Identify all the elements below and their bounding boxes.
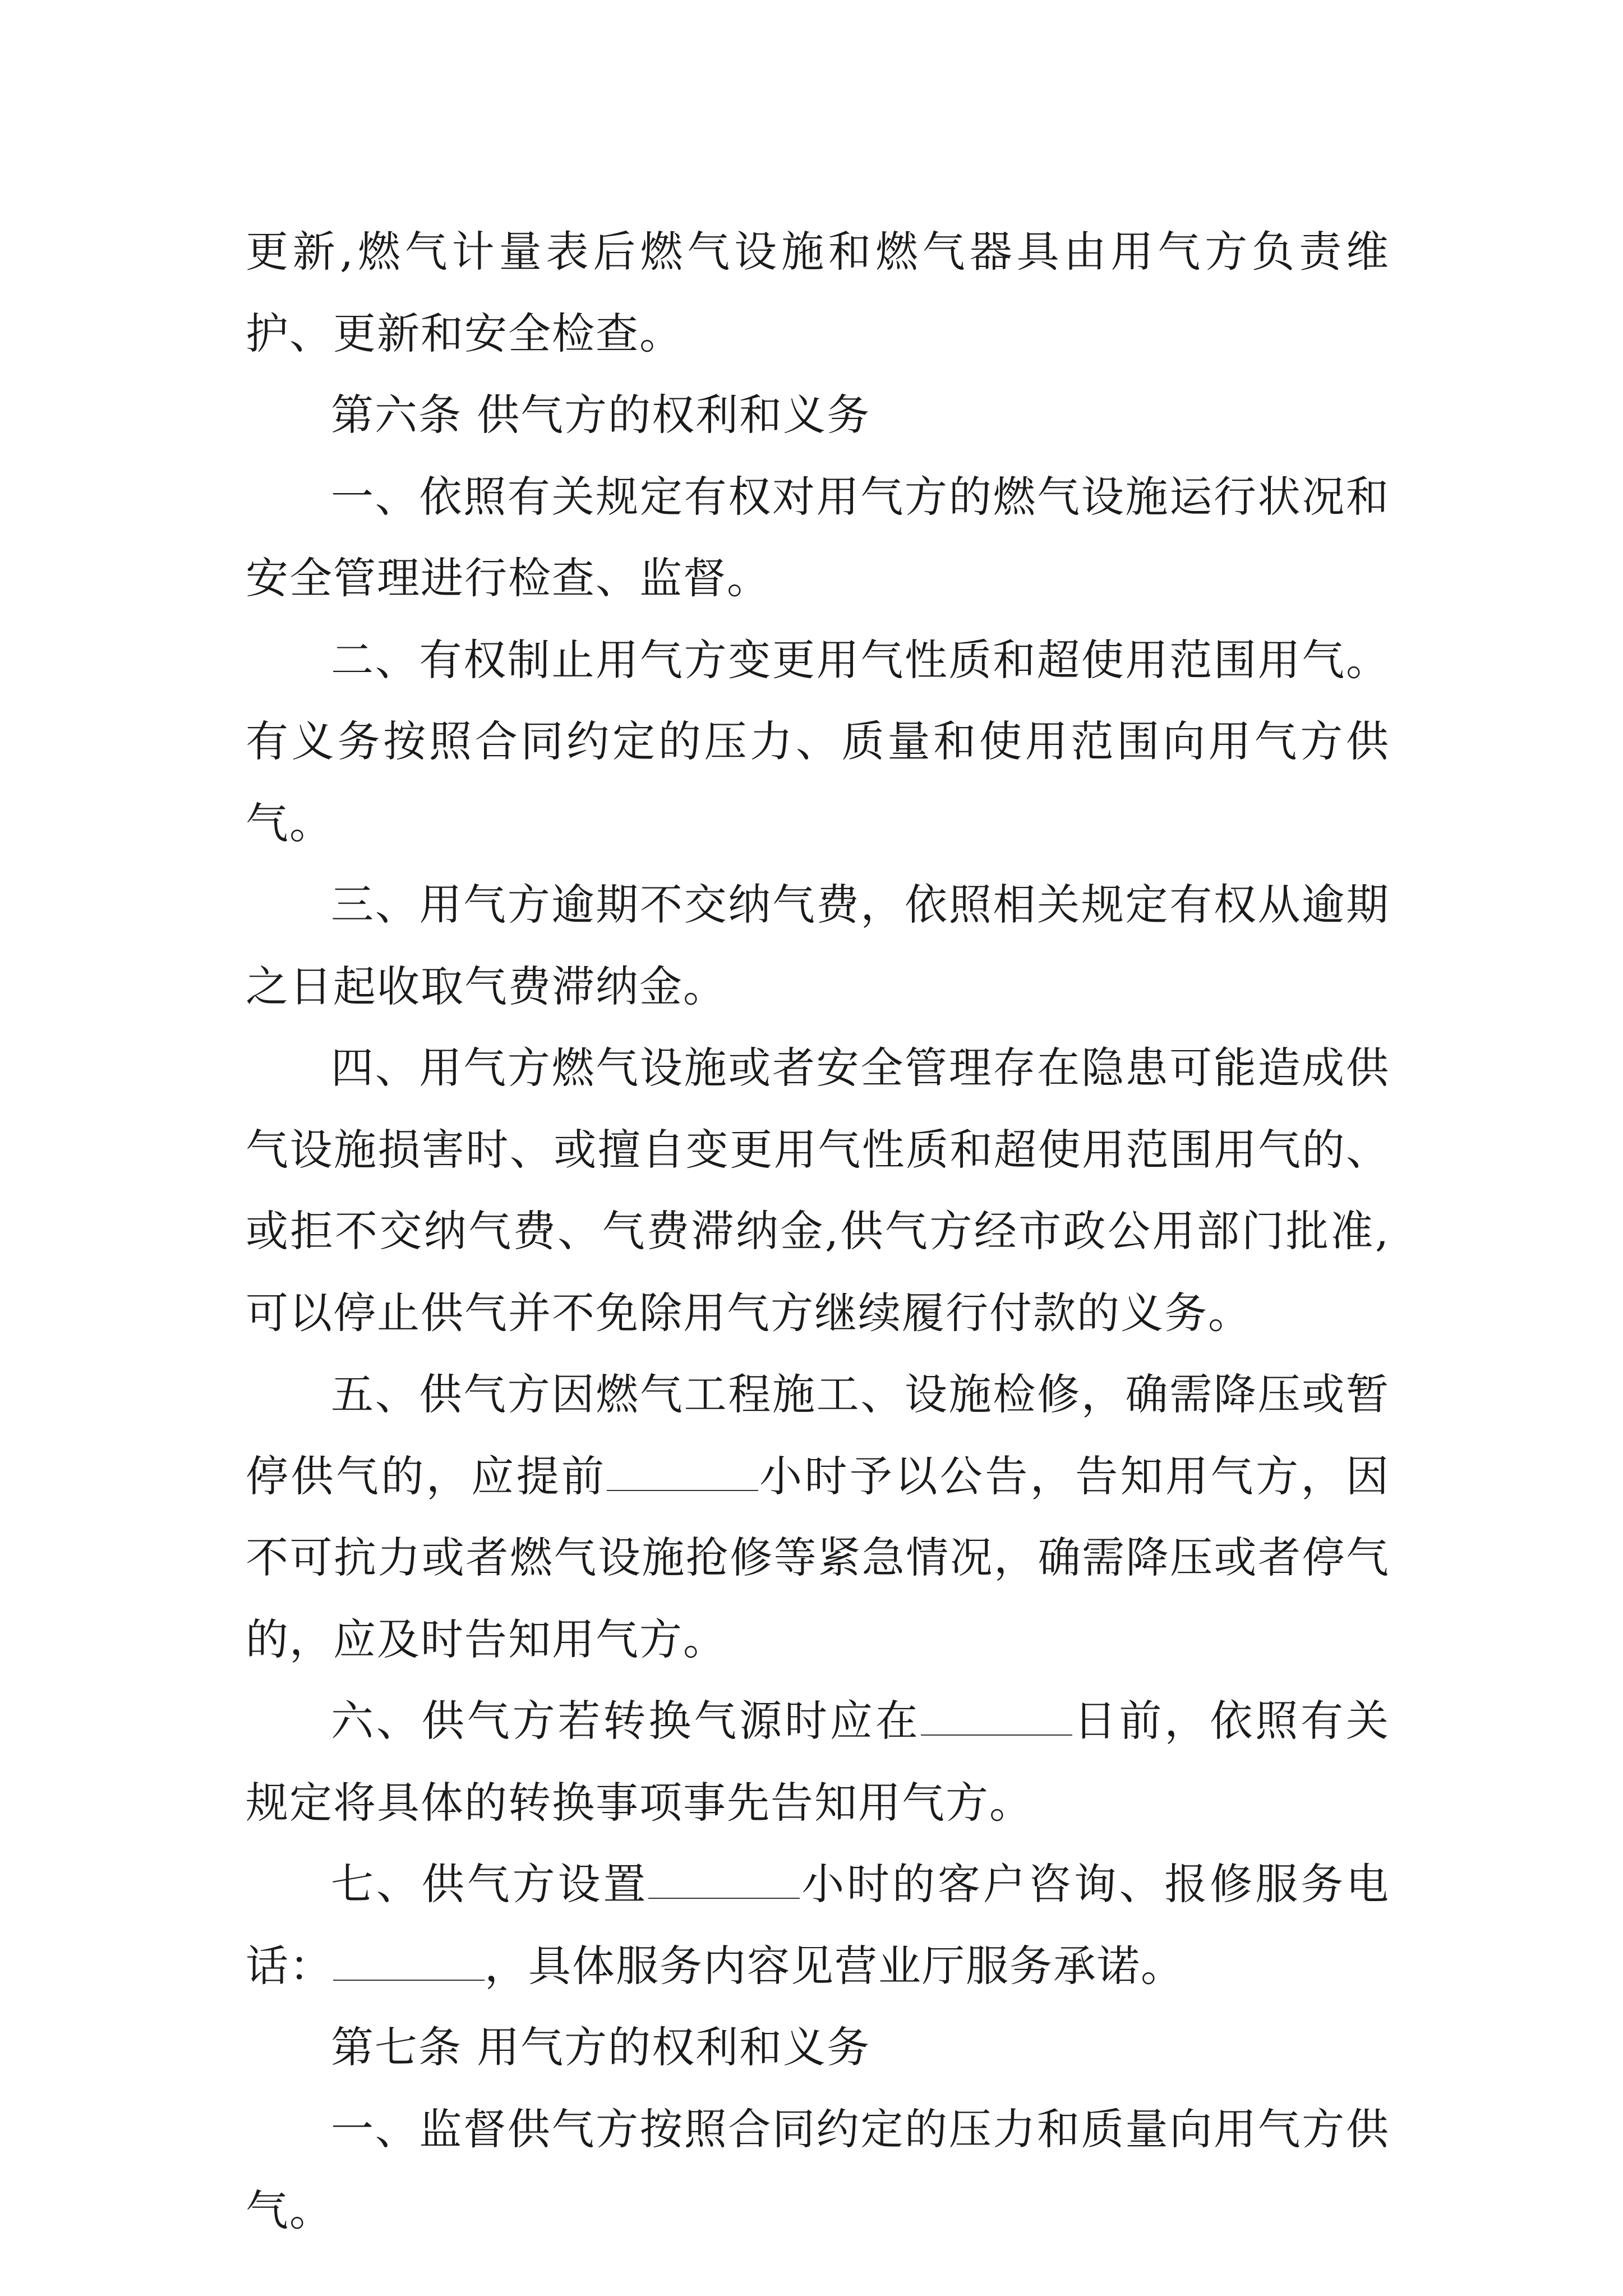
item-6-text-b: 日前，依照有关规定将具体的转换事项事先告知用气方。	[246, 1696, 1390, 1828]
paragraph-continuation: 更新,燃气计量表后燃气设施和燃气器具由用气方负责维护、更新和安全检查。	[246, 227, 1390, 358]
item-7-text-a: 七、供气方设置	[331, 1859, 649, 1909]
notice-hours-blank[interactable]	[607, 1451, 758, 1490]
article-6-item-1: 一、依照有关规定有权对用气方的燃气设施运行状况和安全管理进行检查、监督。	[246, 471, 1390, 603]
article-6-item-6	[246, 1680, 1390, 1843]
item-7-text-c: ，具体服务内容见营业厅服务承诺。	[485, 1940, 1184, 1991]
service-hours-blank[interactable]	[648, 1860, 800, 1899]
article-6-item-2: 二、有权制止用气方变更用气性质和超使用范围用气。有义务按照合同约定的压力、质量和使用范围向用气方供气。	[246, 634, 1390, 848]
item-7-text-b: 小时的客户咨询、报修服务电话：	[246, 1859, 1390, 1991]
article-7-item-1: 一、监督供气方按照合同约定的压力和质量向用气方供气。	[246, 2104, 1390, 2235]
gas-switch-days-blank[interactable]	[921, 1696, 1072, 1736]
article-6-heading: 第六条 供气方的权利和义务	[331, 390, 871, 440]
item-6-text-a: 六、供气方若转换气源时应在	[331, 1696, 921, 1746]
service-phone-blank[interactable]	[333, 1941, 485, 1980]
article-6-item-5	[246, 1354, 1390, 1680]
article-6-item-7	[246, 1843, 1390, 2007]
article-6-item-4: 四、用气方燃气设施或者安全管理存在隐患可能造成供气设施损害时、或擅自变更用气性质和超使用范围用气的、或拒不交纳气费、气费滞纳金,供气方经市政公用部门批准,可以停止供气并不免除用气方继续履行付款的义务。	[246, 1043, 1390, 1338]
document-body	[246, 211, 1390, 2252]
item-5-text-a: 五、供气方因燃气工程施工、设施检修，确需降压或暂停供气的，应提前	[246, 1369, 1390, 1501]
article-6-item-3: 三、用气方逾期不交纳气费，依照相关规定有权从逾期之日起收取气费滞纳金。	[246, 880, 1390, 1011]
article-7-heading: 第七条 用气方的权利和义务	[331, 2022, 871, 2072]
item-5-text-b: 小时予以公告，告知用气方，因不可抗力或者燃气设施抢修等紧急情况，确需降压或者停气的，应及时告知用气方。	[246, 1451, 1390, 1664]
